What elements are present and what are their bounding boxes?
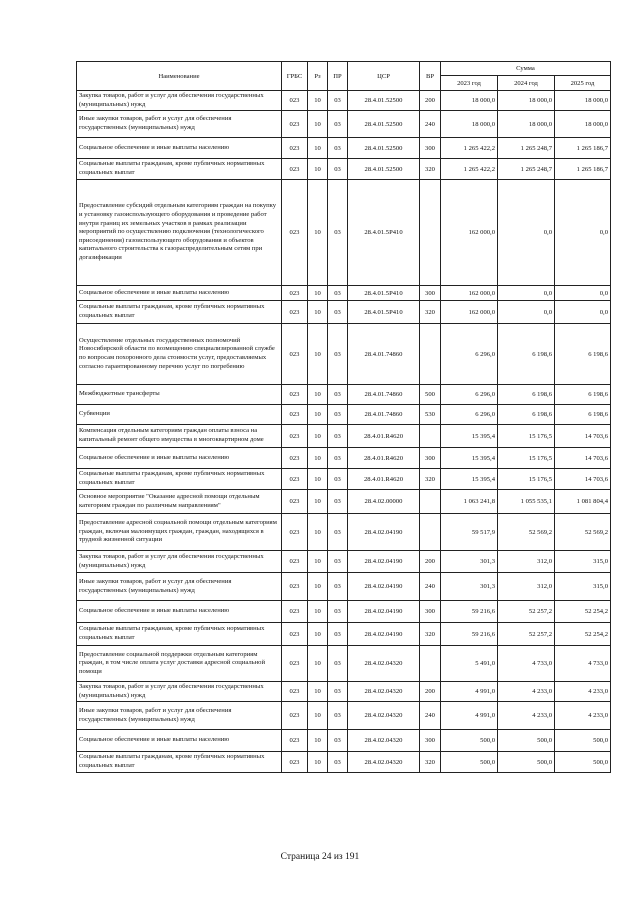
row-pr: 03 — [328, 448, 348, 469]
row-amount-2024: 4 233,0 — [498, 702, 555, 730]
row-name: Социальное обеспечение и иные выплаты населению — [77, 730, 282, 752]
row-grbs: 023 — [282, 752, 308, 773]
row-amount-2024: 500,0 — [498, 730, 555, 752]
row-amount-2023: 18 000,0 — [441, 91, 498, 111]
row-amount-2023: 500,0 — [441, 730, 498, 752]
row-vr — [420, 490, 441, 514]
row-name: Социальное обеспечение и иные выплаты населению — [77, 448, 282, 469]
row-amount-2024: 18 000,0 — [498, 91, 555, 111]
table-row — [77, 91, 611, 111]
row-amount-2024: 0,0 — [498, 286, 555, 301]
row-name: Закупка товаров, работ и услуг для обеспечения государственных (муниципальных) нужд — [77, 551, 282, 573]
row-vr — [420, 514, 441, 551]
row-grbs: 023 — [282, 514, 308, 551]
row-amount-2023: 301,3 — [441, 573, 498, 601]
row-vr: 320 — [420, 301, 441, 324]
table-row — [77, 324, 611, 385]
row-name: Межбюджетные трансферты — [77, 385, 282, 405]
table-row — [77, 752, 611, 773]
row-rz: 10 — [308, 385, 328, 405]
row-amount-2023: 59 216,6 — [441, 601, 498, 623]
row-pr: 03 — [328, 138, 348, 159]
table-row — [77, 159, 611, 180]
table-row — [77, 623, 611, 646]
row-vr — [420, 646, 441, 682]
row-csr: 28.4.02.04190 — [348, 514, 420, 551]
row-pr: 03 — [328, 425, 348, 448]
row-name: Закупка товаров, работ и услуг для обеспечения государственных (муниципальных) нужд — [77, 91, 282, 111]
row-amount-2025: 52 254,2 — [555, 601, 611, 623]
row-grbs: 023 — [282, 448, 308, 469]
row-amount-2025: 4 733,0 — [555, 646, 611, 682]
row-csr: 28.4.01.52500 — [348, 159, 420, 180]
row-name: Социальное обеспечение и иные выплаты населению — [77, 286, 282, 301]
table-row — [77, 180, 611, 286]
header-rz: Рз — [308, 62, 328, 91]
row-csr: 28.4.02.04190 — [348, 573, 420, 601]
row-name: Социальные выплаты гражданам, кроме публичных нормативных социальных выплат — [77, 752, 282, 773]
row-pr: 03 — [328, 752, 348, 773]
table-row — [77, 286, 611, 301]
row-pr: 03 — [328, 301, 348, 324]
row-pr: 03 — [328, 324, 348, 385]
row-rz: 10 — [308, 551, 328, 573]
row-csr: 28.4.02.04320 — [348, 682, 420, 702]
row-grbs: 023 — [282, 425, 308, 448]
row-grbs: 023 — [282, 324, 308, 385]
row-amount-2023: 162 000,0 — [441, 301, 498, 324]
row-vr — [420, 324, 441, 385]
row-amount-2023: 6 296,0 — [441, 324, 498, 385]
row-csr: 28.4.02.04320 — [348, 646, 420, 682]
row-grbs: 023 — [282, 702, 308, 730]
row-vr: 240 — [420, 573, 441, 601]
row-name: Социальные выплаты гражданам, кроме публичных нормативных социальных выплат — [77, 301, 282, 324]
row-vr: 530 — [420, 405, 441, 425]
row-amount-2024: 18 000,0 — [498, 111, 555, 138]
header-year-2025: 2025 год — [555, 76, 611, 91]
row-amount-2023: 1 265 422,2 — [441, 138, 498, 159]
row-grbs: 023 — [282, 646, 308, 682]
row-vr: 320 — [420, 752, 441, 773]
row-pr: 03 — [328, 702, 348, 730]
row-csr: 28.4.01.5Р410 — [348, 301, 420, 324]
row-grbs: 023 — [282, 490, 308, 514]
row-csr: 28.4.01.R4620 — [348, 469, 420, 490]
row-name: Предоставление социальной поддержки отдельным категориям граждан, в том числе оплата услуг доставки адресной социальной помощи — [77, 646, 282, 682]
row-grbs: 023 — [282, 601, 308, 623]
row-amount-2024: 52 569,2 — [498, 514, 555, 551]
row-rz: 10 — [308, 286, 328, 301]
header-grbs: ГРБС — [282, 62, 308, 91]
row-amount-2025: 4 233,0 — [555, 682, 611, 702]
row-vr — [420, 180, 441, 286]
row-amount-2024: 312,0 — [498, 573, 555, 601]
row-pr: 03 — [328, 180, 348, 286]
row-grbs: 023 — [282, 286, 308, 301]
row-pr: 03 — [328, 286, 348, 301]
row-rz: 10 — [308, 601, 328, 623]
table-row — [77, 490, 611, 514]
row-amount-2025: 6 198,6 — [555, 405, 611, 425]
row-name: Социальное обеспечение и иные выплаты населению — [77, 138, 282, 159]
row-pr: 03 — [328, 573, 348, 601]
row-rz: 10 — [308, 646, 328, 682]
row-pr: 03 — [328, 469, 348, 490]
table-row — [77, 702, 611, 730]
row-csr: 28.4.01.R4620 — [348, 425, 420, 448]
row-name: Закупка товаров, работ и услуг для обеспечения государственных (муниципальных) нужд — [77, 682, 282, 702]
header-year-2024: 2024 год — [498, 76, 555, 91]
row-amount-2024: 312,0 — [498, 551, 555, 573]
row-amount-2025: 14 703,6 — [555, 469, 611, 490]
row-vr: 200 — [420, 682, 441, 702]
table-row — [77, 301, 611, 324]
row-rz: 10 — [308, 514, 328, 551]
row-amount-2023: 18 000,0 — [441, 111, 498, 138]
row-rz: 10 — [308, 623, 328, 646]
row-amount-2025: 1 265 186,7 — [555, 138, 611, 159]
row-name: Иные закупки товаров, работ и услуг для обеспечения государственных (муниципальных) нужд — [77, 573, 282, 601]
row-amount-2023: 6 296,0 — [441, 385, 498, 405]
row-pr: 03 — [328, 91, 348, 111]
row-csr: 28.4.02.00000 — [348, 490, 420, 514]
table-row — [77, 730, 611, 752]
row-amount-2023: 15 395,4 — [441, 469, 498, 490]
row-vr: 320 — [420, 623, 441, 646]
row-csr: 28.4.02.04320 — [348, 752, 420, 773]
row-vr: 320 — [420, 159, 441, 180]
row-amount-2023: 59 216,6 — [441, 623, 498, 646]
row-amount-2024: 6 198,6 — [498, 324, 555, 385]
row-csr: 28.4.01.74860 — [348, 385, 420, 405]
row-pr: 03 — [328, 405, 348, 425]
row-amount-2024: 1 265 248,7 — [498, 138, 555, 159]
header-pr: ПР — [328, 62, 348, 91]
budget-table — [76, 61, 611, 773]
row-name: Иные закупки товаров, работ и услуг для обеспечения государственных (муниципальных) нужд — [77, 702, 282, 730]
row-rz: 10 — [308, 682, 328, 702]
table-row — [77, 469, 611, 490]
row-rz: 10 — [308, 159, 328, 180]
row-amount-2023: 500,0 — [441, 752, 498, 773]
row-rz: 10 — [308, 752, 328, 773]
row-pr: 03 — [328, 551, 348, 573]
row-amount-2025: 14 703,6 — [555, 425, 611, 448]
table-row — [77, 111, 611, 138]
row-csr: 28.4.01.74860 — [348, 405, 420, 425]
table-row — [77, 138, 611, 159]
table-row — [77, 682, 611, 702]
row-grbs: 023 — [282, 385, 308, 405]
row-grbs: 023 — [282, 573, 308, 601]
row-amount-2024: 15 176,5 — [498, 469, 555, 490]
row-pr: 03 — [328, 730, 348, 752]
row-csr: 28.4.02.04320 — [348, 702, 420, 730]
table-row — [77, 551, 611, 573]
row-pr: 03 — [328, 601, 348, 623]
row-vr: 320 — [420, 469, 441, 490]
row-grbs: 023 — [282, 682, 308, 702]
row-grbs: 023 — [282, 623, 308, 646]
row-amount-2025: 1 265 186,7 — [555, 159, 611, 180]
row-name: Социальные выплаты гражданам, кроме публичных нормативных социальных выплат — [77, 159, 282, 180]
row-rz: 10 — [308, 490, 328, 514]
row-amount-2024: 52 257,2 — [498, 623, 555, 646]
row-csr: 28.4.01.74860 — [348, 324, 420, 385]
row-name: Предоставление субсидий отдельным категориям граждан на покупку и установку газоиспользующего оборудования и проведение работ внутри границ их земельных участков в рамках реализации мероприятий по осуществлению подключения (технологического присоединения) газоиспользующего оборудования и объектов капитального строительства к газораспределительным сетям при догазификации — [77, 180, 282, 286]
row-amount-2025: 500,0 — [555, 752, 611, 773]
row-rz: 10 — [308, 469, 328, 490]
row-amount-2025: 52 569,2 — [555, 514, 611, 551]
row-pr: 03 — [328, 490, 348, 514]
row-amount-2023: 6 296,0 — [441, 405, 498, 425]
row-pr: 03 — [328, 385, 348, 405]
row-name: Предоставление адресной социальной помощи отдельным категориям граждан, включая малоимущих граждан, граждан, находящихся в трудной жизненной ситуации — [77, 514, 282, 551]
row-name: Иные закупки товаров, работ и услуг для обеспечения государственных (муниципальных) нужд — [77, 111, 282, 138]
row-name: Компенсация отдельным категориям граждан оплаты взноса на капитальный ремонт общего имущества в многоквартирном доме — [77, 425, 282, 448]
row-amount-2023: 5 491,0 — [441, 646, 498, 682]
row-grbs: 023 — [282, 405, 308, 425]
row-vr: 240 — [420, 702, 441, 730]
table-row — [77, 601, 611, 623]
row-name: Осуществление отдельных государственных полномочий Новосибирской области по возмещению специализированной службе по вопросам похоронного дела стоимости услуг, предоставляемых согласно гарантированному перечню услуг по погребению — [77, 324, 282, 385]
row-vr: 500 — [420, 385, 441, 405]
table-row — [77, 646, 611, 682]
row-amount-2025: 1 081 804,4 — [555, 490, 611, 514]
row-name: Субвенции — [77, 405, 282, 425]
row-csr: 28.4.02.04320 — [348, 730, 420, 752]
row-amount-2023: 162 000,0 — [441, 286, 498, 301]
row-vr: 300 — [420, 448, 441, 469]
row-name: Основное мероприятие "Оказание адресной помощи отдельным категориям граждан по различным направлениям" — [77, 490, 282, 514]
row-amount-2024: 15 176,5 — [498, 425, 555, 448]
row-amount-2024: 0,0 — [498, 301, 555, 324]
row-rz: 10 — [308, 730, 328, 752]
row-pr: 03 — [328, 159, 348, 180]
row-amount-2023: 15 395,4 — [441, 448, 498, 469]
row-amount-2025: 52 254,2 — [555, 623, 611, 646]
row-amount-2023: 4 991,0 — [441, 702, 498, 730]
row-amount-2025: 0,0 — [555, 180, 611, 286]
row-vr: 300 — [420, 730, 441, 752]
row-amount-2024: 0,0 — [498, 180, 555, 286]
row-amount-2025: 6 198,6 — [555, 324, 611, 385]
row-csr: 28.4.02.04190 — [348, 623, 420, 646]
row-csr: 28.4.01.52500 — [348, 91, 420, 111]
row-csr: 28.4.02.04190 — [348, 601, 420, 623]
row-amount-2023: 1 265 422,2 — [441, 159, 498, 180]
row-amount-2025: 0,0 — [555, 286, 611, 301]
row-grbs: 023 — [282, 159, 308, 180]
table-row — [77, 514, 611, 551]
table-row — [77, 448, 611, 469]
row-amount-2024: 6 198,6 — [498, 405, 555, 425]
row-amount-2023: 4 991,0 — [441, 682, 498, 702]
row-grbs: 023 — [282, 301, 308, 324]
row-amount-2023: 1 063 241,8 — [441, 490, 498, 514]
row-amount-2025: 315,0 — [555, 573, 611, 601]
page-number: Страница 24 из 191 — [280, 852, 360, 862]
row-rz: 10 — [308, 702, 328, 730]
row-vr — [420, 425, 441, 448]
row-csr: 28.4.02.04190 — [348, 551, 420, 573]
row-grbs: 023 — [282, 469, 308, 490]
row-amount-2023: 301,3 — [441, 551, 498, 573]
row-rz: 10 — [308, 405, 328, 425]
row-vr: 200 — [420, 91, 441, 111]
header-sum: Сумма — [441, 62, 611, 76]
row-csr: 28.4.01.5Р410 — [348, 180, 420, 286]
row-amount-2023: 59 517,9 — [441, 514, 498, 551]
row-name: Социальные выплаты гражданам, кроме публичных нормативных социальных выплат — [77, 469, 282, 490]
row-amount-2025: 500,0 — [555, 730, 611, 752]
row-pr: 03 — [328, 514, 348, 551]
row-amount-2024: 1 265 248,7 — [498, 159, 555, 180]
row-grbs: 023 — [282, 180, 308, 286]
row-vr: 300 — [420, 601, 441, 623]
row-amount-2024: 6 198,6 — [498, 385, 555, 405]
row-amount-2024: 4 233,0 — [498, 682, 555, 702]
table-body — [77, 91, 611, 773]
row-rz: 10 — [308, 573, 328, 601]
row-grbs: 023 — [282, 730, 308, 752]
row-rz: 10 — [308, 448, 328, 469]
row-amount-2023: 162 000,0 — [441, 180, 498, 286]
row-csr: 28.4.01.R4620 — [348, 448, 420, 469]
row-amount-2025: 18 000,0 — [555, 91, 611, 111]
row-rz: 10 — [308, 180, 328, 286]
row-rz: 10 — [308, 138, 328, 159]
row-rz: 10 — [308, 111, 328, 138]
header-name: Наименование — [77, 62, 282, 91]
row-rz: 10 — [308, 301, 328, 324]
row-csr: 28.4.01.5Р410 — [348, 286, 420, 301]
row-grbs: 023 — [282, 551, 308, 573]
row-vr: 200 — [420, 551, 441, 573]
row-pr: 03 — [328, 111, 348, 138]
row-pr: 03 — [328, 682, 348, 702]
row-amount-2025: 14 703,6 — [555, 448, 611, 469]
row-amount-2024: 500,0 — [498, 752, 555, 773]
row-amount-2024: 4 733,0 — [498, 646, 555, 682]
row-amount-2023: 15 395,4 — [441, 425, 498, 448]
row-name: Социальное обеспечение и иные выплаты населению — [77, 601, 282, 623]
row-pr: 03 — [328, 623, 348, 646]
row-amount-2024: 15 176,5 — [498, 448, 555, 469]
row-vr: 240 — [420, 111, 441, 138]
table-row — [77, 425, 611, 448]
row-amount-2025: 0,0 — [555, 301, 611, 324]
table-row — [77, 573, 611, 601]
row-vr: 300 — [420, 138, 441, 159]
row-grbs: 023 — [282, 91, 308, 111]
row-csr: 28.4.01.52500 — [348, 111, 420, 138]
table-row — [77, 385, 611, 405]
row-amount-2025: 18 000,0 — [555, 111, 611, 138]
row-pr: 03 — [328, 646, 348, 682]
row-grbs: 023 — [282, 138, 308, 159]
row-rz: 10 — [308, 91, 328, 111]
row-amount-2024: 1 055 535,1 — [498, 490, 555, 514]
header-year-2023: 2023 год — [441, 76, 498, 91]
row-name: Социальные выплаты гражданам, кроме публичных нормативных социальных выплат — [77, 623, 282, 646]
row-vr: 300 — [420, 286, 441, 301]
row-rz: 10 — [308, 324, 328, 385]
header-vr: ВР — [420, 62, 441, 91]
table-row — [77, 405, 611, 425]
header-csr: ЦСР — [348, 62, 420, 91]
row-grbs: 023 — [282, 111, 308, 138]
row-amount-2025: 4 233,0 — [555, 702, 611, 730]
row-csr: 28.4.01.52500 — [348, 138, 420, 159]
row-amount-2024: 52 257,2 — [498, 601, 555, 623]
row-amount-2025: 315,0 — [555, 551, 611, 573]
row-rz: 10 — [308, 425, 328, 448]
row-amount-2025: 6 198,6 — [555, 385, 611, 405]
